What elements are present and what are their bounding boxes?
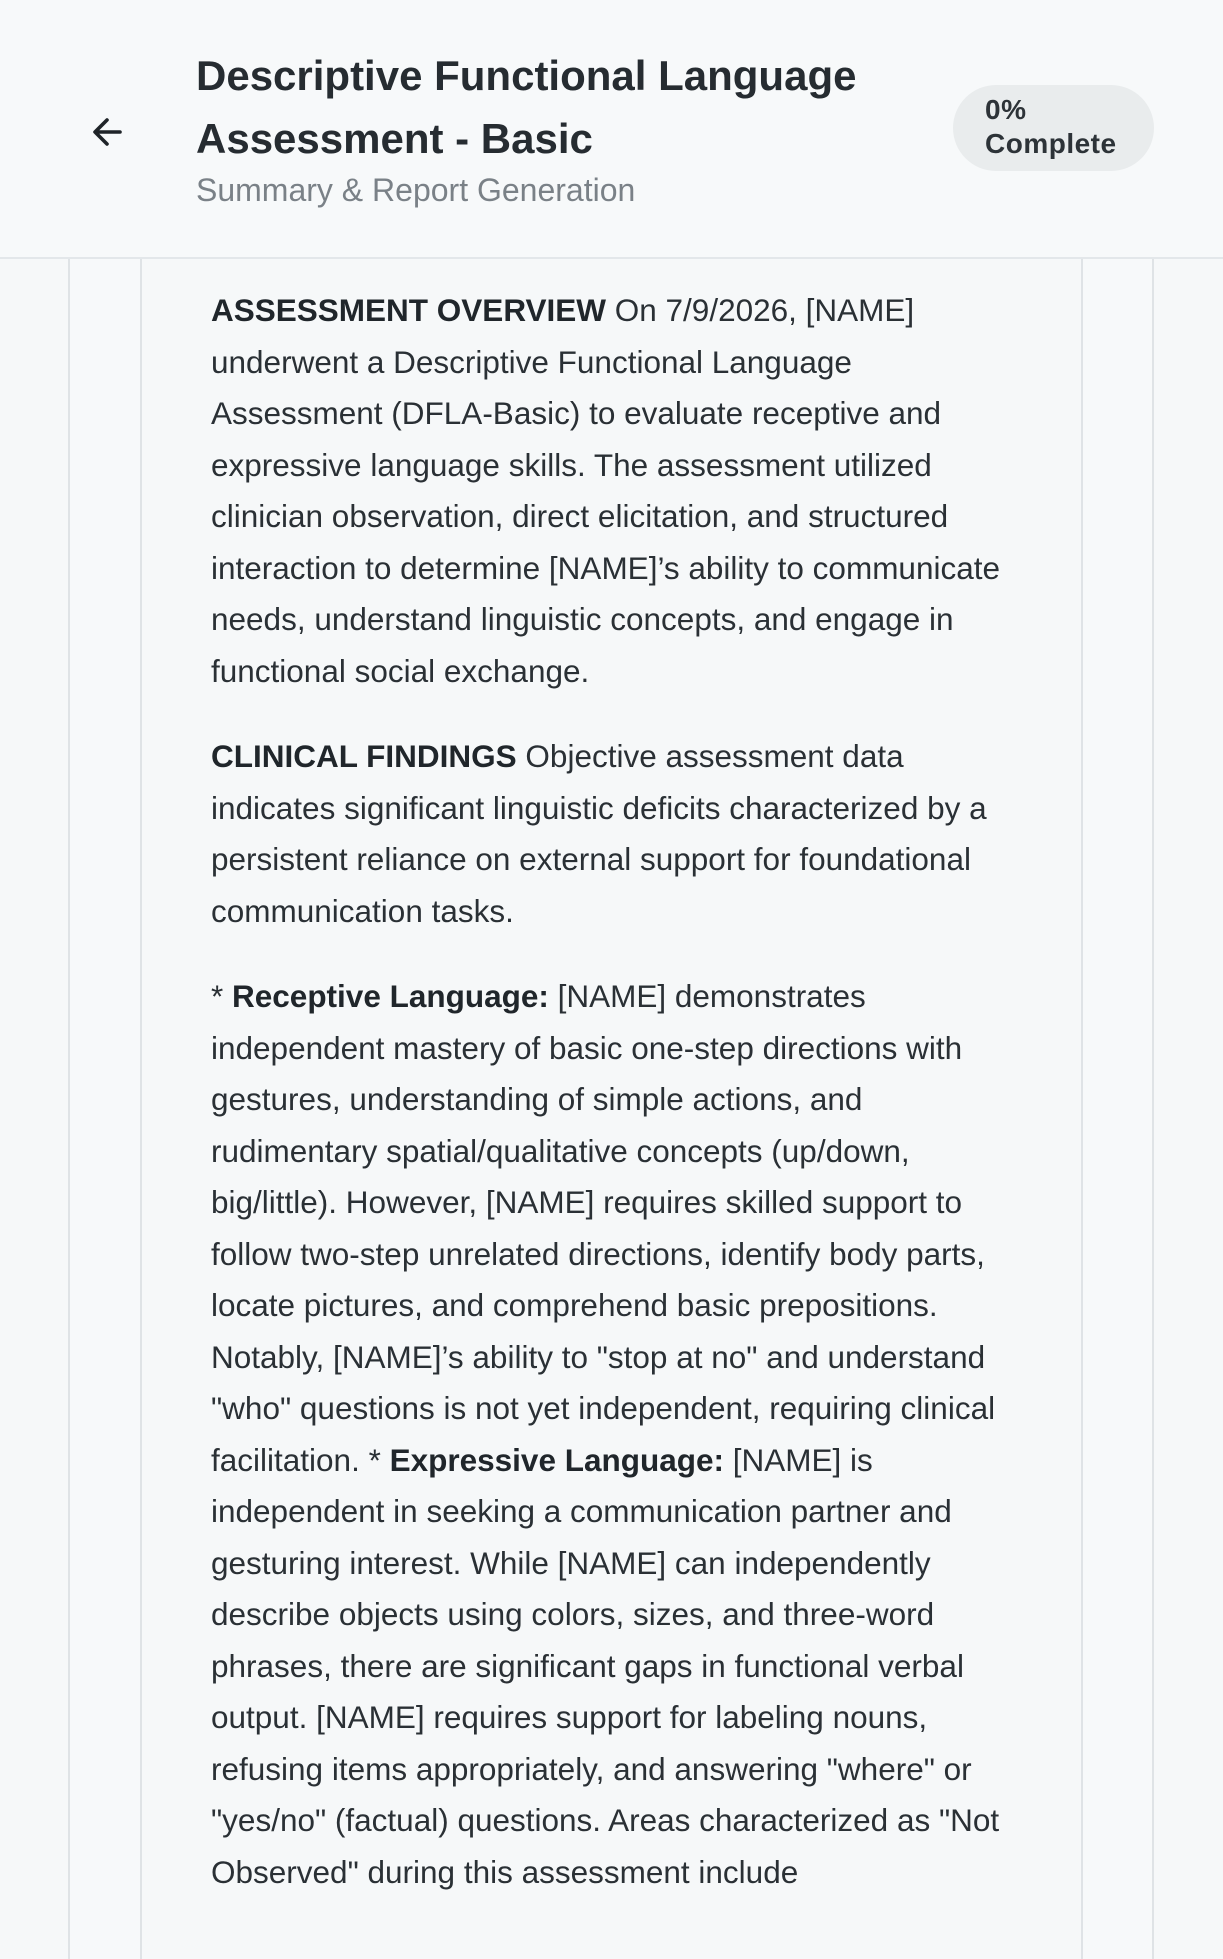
app-header xyxy=(0,0,1223,259)
expressive-body: [NAME] is independent in seeking a communication partner and gesturing interest. While [NAME] can independently describe objects using colors, sizes, and three-word phrases, there are significant gaps in functional verbal output. [NAME] requires support for labeling nouns, refusing items appropriately, and answering "where" or "yes/no" (factual) questions. Areas characterized as "Not Observed" during this assessment include xyxy=(211,1441,1000,1890)
overview-paragraph xyxy=(211,285,1021,697)
findings-heading: CLINICAL FINDINGS xyxy=(211,738,517,774)
page-title: Descriptive Functional Language Assessment - Basic xyxy=(196,52,857,162)
bullet-marker: * xyxy=(211,978,233,1014)
back-button[interactable] xyxy=(72,96,144,168)
language-paragraph xyxy=(211,971,1021,1898)
findings-paragraph xyxy=(211,731,1021,937)
findings-body: Objective assessment data indicates significant linguistic deficits characterized by a persistent reliance on external support for foundational communication tasks. xyxy=(211,738,987,929)
overview-body: On 7/9/2026, [NAME] underwent a Descriptive Functional Language Assessment (DFLA-Basic) to evaluate receptive and expressive language skills. The assessment utilized clinician observation, direct elicitation, and structured interaction to determine [NAME]’s ability to communicate needs, understand linguistic concepts, and engage in functional social exchange. xyxy=(211,292,1001,689)
page-subtitle: Summary & Report Generation xyxy=(196,172,636,208)
arrow-left-icon xyxy=(88,112,128,152)
progress-badge: 0% Complete xyxy=(953,85,1154,171)
receptive-heading: Receptive Language: xyxy=(232,978,549,1014)
expressive-heading: Expressive Language: xyxy=(389,1441,724,1478)
receptive-body: [NAME] demonstrates independent mastery of basic one-step directions with gestures, understanding of simple actions, and rudimentary spatial/qualitative concepts (up/down, big/little). However, [NAME] requires skilled support to follow two-step unrelated directions, identify body parts, locate pictures, and comprehend basic prepositions. Notably, [NAME]’s ability to "stop at no" and understand "who" questions is not yet independent, requiring clinical facilitation. * xyxy=(211,978,996,1478)
overview-heading: ASSESSMENT OVERVIEW xyxy=(211,292,606,328)
report-text xyxy=(211,285,1021,1932)
